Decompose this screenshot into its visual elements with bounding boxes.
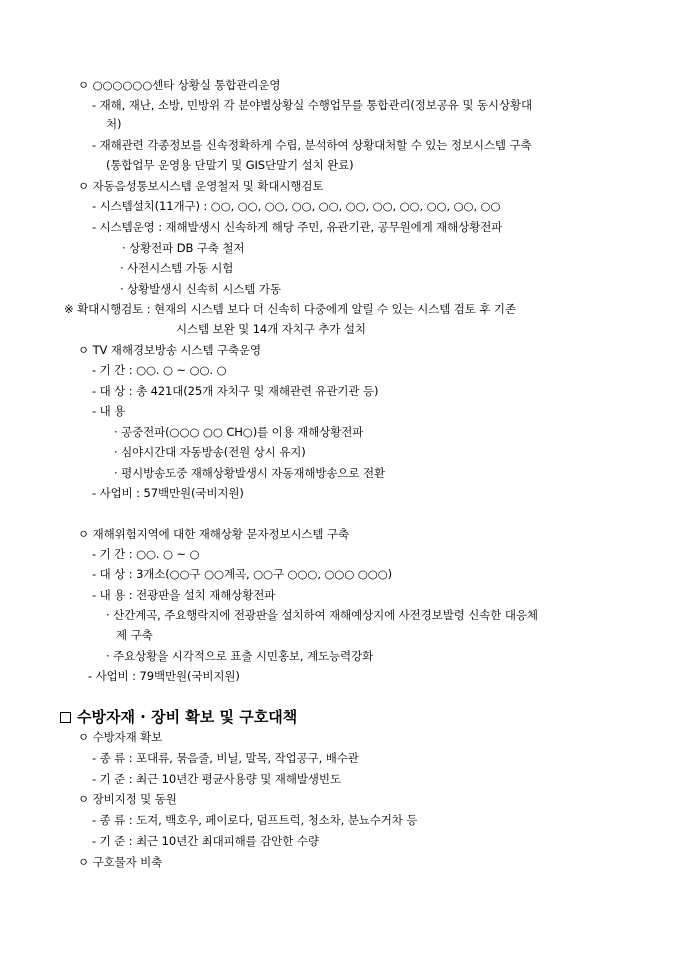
bullet-line: · 산간계곡, 주요행락지에 전광판을 설치하여 재해예상지에 사전경보발령 신속한 대응체	[106, 608, 538, 622]
section-item-flood-materials: ㅇ 수방자재 확보	[78, 730, 163, 744]
bullet-line: · 주요상황을 시각적으로 표출 시민홍보, 계도능력강화	[106, 649, 374, 663]
bullet-line: · 심야시간대 자동방송(전원 상시 유지)	[114, 445, 306, 459]
section-item-control-center: ㅇ ○○○○○○센타 상황실 통합관리운영	[78, 78, 281, 92]
bullet-line: · 상황발생시 신속히 시스템 가동	[120, 282, 281, 296]
section-heading-text: 수방자재 · 장비 확보 및 구호대책	[77, 708, 298, 726]
detail-line: - 종 류 : 도져, 백호우, 페이로다, 덤프트럭, 청소차, 분뇨수거차 등	[92, 813, 418, 827]
detail-line: - 대 상 : 3개소(○○구 ○○계곡, ○○구 ○○○, ○○○ ○○○)	[92, 567, 393, 581]
section-heading	[60, 708, 297, 726]
detail-line: - 기 준 : 최근 10년간 최대피해를 감안한 수량	[92, 834, 319, 848]
bullet-line: · 상황전파 DB 구축 철저	[122, 241, 245, 255]
detail-line: - 사업비 : 79백만원(국비지원)	[88, 669, 240, 683]
detail-line: - 재해관련 각종정보를 신속정확하게 수립, 분석하여 상황대처할 수 있는 정보시스템 구축	[92, 138, 532, 152]
section-item-equipment: ㅇ 장비지정 및 동원	[78, 792, 177, 806]
detail-line-continuation: 처)	[106, 117, 122, 131]
note-line: ※ 확대시행검토 : 현재의 시스템 보다 더 신속히 다중에게 알릴 수 있는 시스템 검토 후 기존	[64, 302, 516, 316]
detail-line: - 내 용 : 전광판을 설치 재해상황전파	[92, 588, 276, 602]
detail-line: - 기 간 : ○○. ○ ~ ○	[92, 547, 200, 561]
bullet-line-continuation: 제 구축	[116, 628, 153, 642]
detail-line: - 기 간 : ○○. ○ ~ ○○. ○	[92, 363, 227, 377]
bullet-line: · 평시방송도중 재해상황발생시 자동재해방송으로 전환	[114, 466, 385, 480]
bullet-line: · 사전시스템 가동 시험	[120, 261, 234, 275]
section-item-voice-notification: ㅇ 자동음성통보시스템 운영철저 및 확대시행검토	[78, 179, 324, 193]
bullet-line: · 공중전파(○○○ ○○ CH○)를 이용 재해상황전파	[114, 425, 364, 439]
section-item-relief-supplies: ㅇ 구호물자 비축	[78, 855, 163, 869]
checkbox-square-icon	[60, 712, 71, 723]
detail-line: - 사업비 : 57백만원(국비지원)	[92, 486, 244, 500]
detail-line: - 재해, 재난, 소방, 민방위 각 분야별상황실 수행업무를 통합관리(정보공유 및 동시상황대	[92, 98, 532, 112]
section-item-tv-broadcast: ㅇ TV 재해경보방송 시스템 구축운영	[78, 343, 262, 357]
detail-line: - 종 류 : 포대류, 묶음줄, 비닐, 말목, 작업공구, 배수관	[92, 751, 359, 765]
detail-line: - 시스템설치(11개구) : ○○, ○○, ○○, ○○, ○○, ○○, ○○, ○○, ○○, ○○, ○○	[92, 199, 501, 213]
detail-line: - 기 준 : 최근 10년간 평균사용량 및 재해발생빈도	[92, 772, 341, 786]
note-line-continuation: 시스템 보완 및 14개 자치구 추가 설치	[176, 322, 366, 336]
detail-line: - 내 용	[92, 404, 126, 418]
section-item-text-info-system: ㅇ 재해위험지역에 대한 재해상황 문자정보시스템 구축	[78, 527, 349, 541]
detail-line-continuation: (통합업무 운영용 단말기 및 GIS단말기 설치 완료)	[106, 158, 354, 172]
detail-line: - 대 상 : 총 421대(25개 자치구 및 재해관련 유관기관 등)	[92, 384, 379, 398]
detail-line: - 시스템운영 : 재해발생시 신속하게 해당 주민, 유관기관, 공무원에게 재해상황전파	[92, 220, 503, 234]
